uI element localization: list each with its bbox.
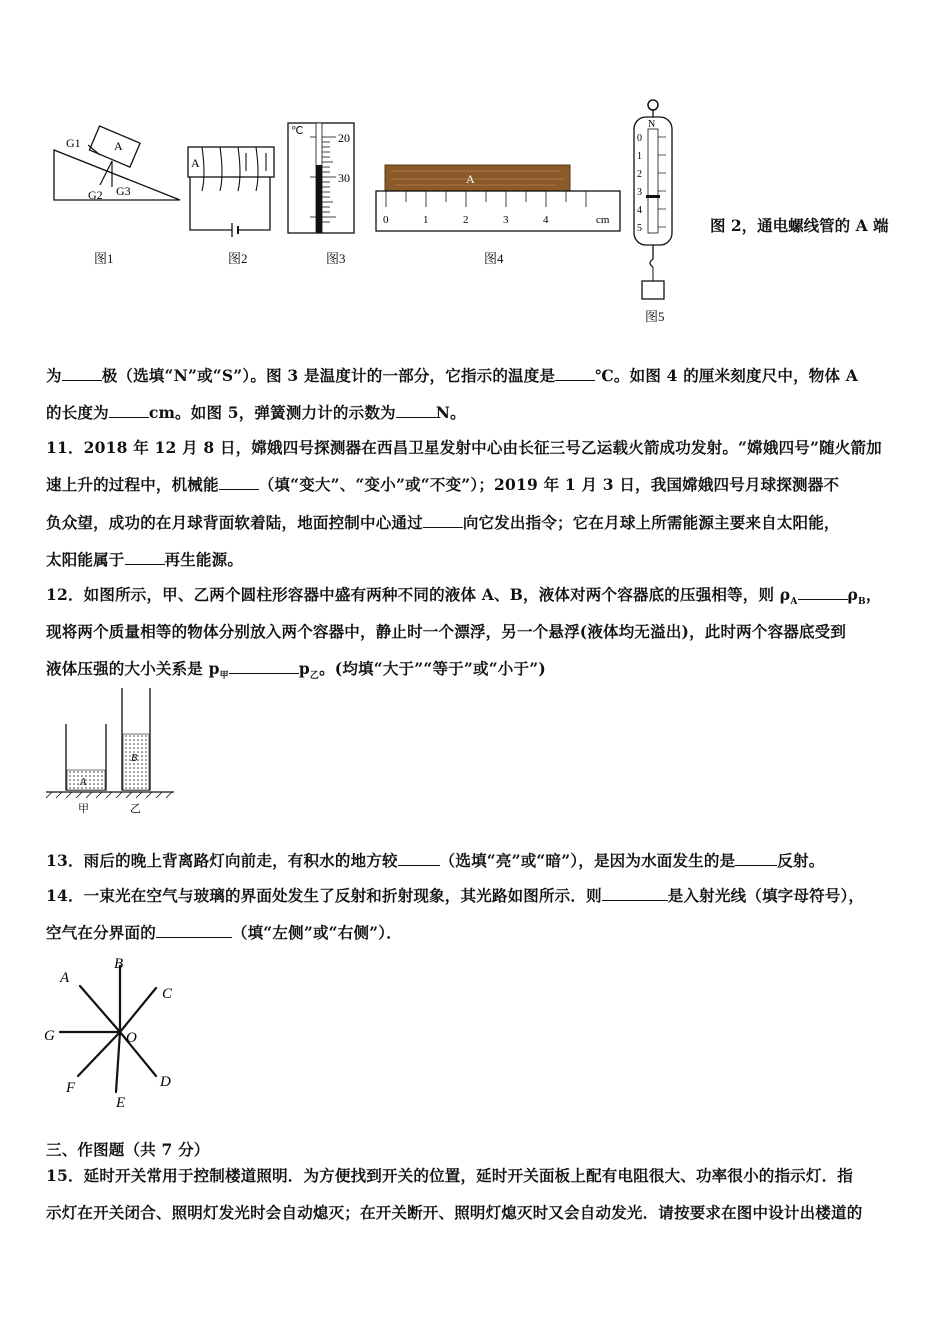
fig4-tick-0: 0 (383, 214, 389, 226)
ray-oe (116, 1032, 120, 1092)
q10-blank-pole[interactable] (62, 366, 102, 381)
q14-line-1: 14．一束光在空气与玻璃的界面处发生了反射和折射现象，其光路如图所示．则 是入射光线（填字母符号）， (46, 886, 865, 905)
q14-blank-incident-ray[interactable] (602, 886, 668, 901)
label-D: D (160, 1074, 171, 1090)
q12-containers-diagram (44, 686, 184, 818)
q12-line-2: 现将两个质量相等的物体分别放入两个容器中，静止时一个漂浮，另一个悬浮(液体均无溢出)，此时两个容器底受到 (46, 622, 847, 641)
q11-blank-renewable[interactable] (125, 550, 165, 565)
fig4-caption: 图4 (484, 251, 504, 266)
fig4-label-a: A (466, 172, 475, 186)
q11-line-4: 太阳能属于 再生能源。 (46, 550, 244, 569)
q12-line-1: 12．如图所示，甲、乙两个圆柱形容器中盛有两种不同的液体 A、B，液体对两个容器底的压强相等，则 $\rho_A$ $\rho_B$， (46, 585, 882, 608)
fig2-caption: 图2 (228, 251, 248, 266)
fig1-label-a: A (114, 139, 123, 153)
q11-blank-signal[interactable] (423, 513, 463, 528)
q10-line-2: 的长度为 cm。如图 5，弹簧测力计的示数为 N。 (46, 403, 466, 422)
fig3-thermometer-diagram (288, 123, 354, 233)
fig4-tick-4: 4 (543, 214, 549, 226)
fig3-caption: 图3 (326, 251, 346, 266)
fig1-caption: 图1 (94, 251, 114, 266)
q15-line-2: 示灯在开关闭合、照明灯发光时会自动熄灭；在开关断开、照明灯熄灭时又会自动发光．请按要求在图中设计出楼道的 (46, 1203, 863, 1222)
q11-line-2: 速上升的过程中，机械能 （填“变大”、“变小”或“不变”）；2019 年 1 月 3 日，我国嫦娥四号月球探测器不 (46, 475, 840, 494)
fig4-tick-2: 2 (463, 214, 469, 226)
ray-oa (80, 986, 120, 1032)
fig5-scale-2: 2 (637, 169, 642, 180)
fig2-solenoid-diagram (188, 147, 274, 237)
q11-line-3: 负众望，成功的在月球背面软着陆，地面控制中心通过 向它发出指令；它在月球上所需能源主要来自太阳能， (46, 513, 840, 532)
fig1-incline-diagram (54, 126, 180, 202)
liquid-b-label: B (131, 753, 138, 764)
fig1-label-g2: G2 (88, 188, 103, 202)
q10-line-1: 为 极（选填“N”或“S”）。图 3 是温度计的一部分，它指示的温度是 ℃。如图 4 的厘米刻度尺中，物体 A (46, 366, 859, 385)
q12-blank-pressure[interactable] (229, 659, 299, 674)
fig2-label-a: A (191, 156, 200, 170)
fig5-label-n: N (648, 119, 656, 130)
q11-blank-mechanical-energy[interactable] (219, 475, 259, 490)
liquid-a-label: A (80, 777, 87, 788)
fig3-tick-20: 20 (338, 131, 350, 145)
label-jia: 甲 (78, 803, 89, 815)
top-figures (50, 95, 710, 330)
q10-side-text: 图 2，通电螺线管的 A 端 (710, 216, 889, 235)
fig5-scale-4: 4 (637, 205, 642, 216)
label-A: A (60, 970, 70, 986)
container-jia (66, 724, 106, 790)
q15-line-1: 15．延时开关常用于控制楼道照明．为方便找到开关的位置，延时开关面板上配有电阻很大、功率很小的指示灯．指 (46, 1166, 853, 1185)
label-E: E (116, 1095, 126, 1111)
fig5-scale-0: 0 (637, 133, 642, 144)
q14-blank-side[interactable] (156, 923, 232, 938)
q13-blank-reflection[interactable] (735, 851, 777, 866)
q10-blank-force[interactable] (396, 403, 436, 418)
q12-line-3: 液体压强的大小关系是 $p_甲$ $p_乙$。(均填“大于”“等于”或“小于”) (46, 659, 546, 682)
q11-line-1: 11．2018 年 12 月 8 日，嫦娥四号探测器在西昌卫星发射中心由长征三号乙运载火箭成功发射。“嫦娥四号”随火箭加 (46, 438, 882, 457)
label-yi: 乙 (130, 803, 141, 815)
label-G: G (44, 1028, 55, 1044)
fig1-label-g1: G1 (66, 136, 81, 150)
ray-of (78, 1032, 120, 1076)
label-B: B (114, 956, 124, 972)
fig4-tick-3: 3 (503, 214, 509, 226)
label-F: F (66, 1080, 76, 1096)
ray-oc (120, 988, 156, 1032)
container-yi (122, 688, 150, 790)
q14-line-2: 空气在分界面的 （填“左侧”或“右侧”）． (46, 923, 402, 942)
fig5-spring-scale-diagram (634, 100, 672, 299)
fig4-tick-1: 1 (423, 214, 429, 226)
q13-line: 13．雨后的晚上背离路灯向前走，有积水的地方较 （选填“亮”或“暗”），是因为水面发生的是 反射。 (46, 851, 825, 870)
q13-blank-bright-dark[interactable] (398, 851, 440, 866)
fig5-caption: 图5 (645, 309, 665, 324)
label-C: C (162, 986, 173, 1002)
q12-blank-density[interactable] (798, 585, 848, 600)
fig5-scale-5: 5 (637, 223, 642, 234)
fig1-label-g3: G3 (116, 184, 131, 198)
q10-blank-length[interactable] (109, 403, 149, 418)
label-O: O (126, 1030, 137, 1046)
fig4-unit: cm (596, 214, 610, 226)
q10-blank-temperature[interactable] (555, 366, 595, 381)
fig5-scale-1: 1 (637, 151, 642, 162)
fig4-ruler-diagram (376, 165, 620, 231)
fig5-scale-3: 3 (637, 187, 642, 198)
section-3-title: 三、作图题（共 7 分） (46, 1140, 210, 1159)
q14-light-rays-diagram (40, 952, 190, 1112)
fig3-tick-30: 30 (338, 171, 350, 185)
fig3-unit: ℃ (291, 125, 304, 137)
